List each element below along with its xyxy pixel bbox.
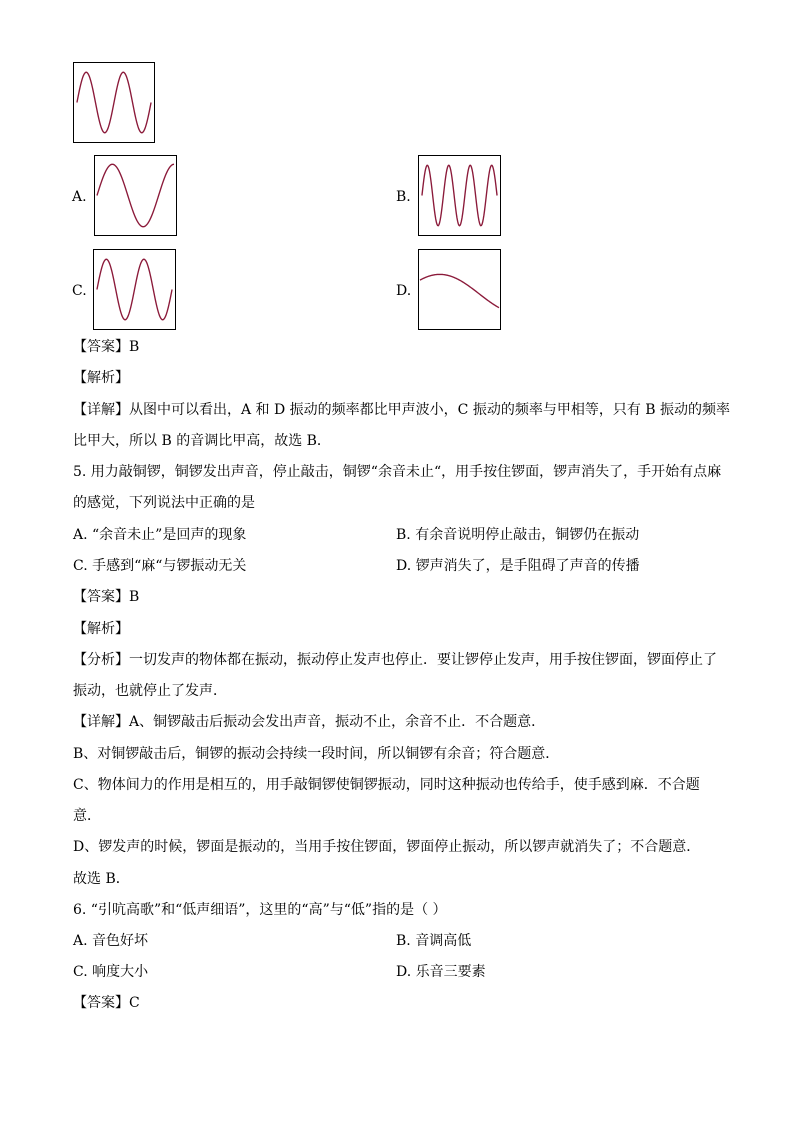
q5-analysis-label: 【解析】 — [73, 621, 129, 637]
same-frequency-wave — [97, 259, 172, 319]
q5-detail-a-line — [73, 713, 545, 731]
q5-fenxi-label: 【分析】 — [73, 652, 129, 668]
reference-wave-figure — [73, 62, 155, 143]
figure-option-d-letter: D. — [396, 283, 412, 299]
q4-analysis-label: 【解析】 — [73, 370, 129, 386]
q4-detail-line2: 比甲大，所以 B 的音调比甲高，故选 B． — [73, 433, 331, 449]
q4-answer-value: B — [129, 339, 140, 355]
q5-option-a: A. “余音未止”是回声的现象 — [73, 527, 247, 543]
q5-option-b: B. 有余音说明停止敲击，铜锣仍在振动 — [396, 527, 640, 543]
q4-answer-label: 【答案】 — [73, 339, 129, 355]
q5-option-d: D. 锣声消失了，是手阻碍了声音的传播 — [396, 558, 640, 574]
reference-sine-wave — [77, 72, 151, 132]
q5-detail-d: D、锣发声的时候，锣面是振动的，当用手按住锣面，锣面停止振动，所以锣声就消失了；不合题意． — [73, 839, 701, 855]
q4-detail-text1: 从图中可以看出，A 和 D 振动的频率都比甲声波小，C 振动的频率与甲相等，只有 B 振动的频率 — [129, 402, 731, 418]
figure-option-d-wave — [418, 249, 501, 330]
figure-option-a-letter: A. — [72, 189, 87, 205]
figure-option-a-wave — [94, 155, 177, 236]
figure-option-c-wave — [93, 249, 176, 330]
q5-conclusion: 故选 B． — [73, 871, 130, 887]
very-low-frequency-wave — [420, 274, 499, 307]
q6-stem: 6. “引吭高歌”和“低声细语”，这里的“高”与“低”指的是（ ） — [73, 902, 447, 918]
q5-answer-label: 【答案】 — [73, 589, 129, 605]
q4-answer — [73, 338, 139, 356]
q6-option-b: B. 音调高低 — [396, 933, 472, 949]
reference-wave-graph — [74, 63, 154, 142]
q6-option-d: D. 乐音三要素 — [396, 964, 486, 980]
figure-option-b-letter: B. — [396, 189, 411, 205]
q5-detail-b: B、对铜锣敲击后，铜锣的振动会持续一段时间，所以铜锣有余音；符合题意． — [73, 746, 560, 762]
figure-option-c-letter: C. — [72, 283, 87, 299]
q6-answer-value: C — [129, 995, 140, 1011]
q6-option-c: C. 响度大小 — [73, 964, 149, 980]
q6-answer-label: 【答案】 — [73, 995, 129, 1011]
high-frequency-wave — [422, 165, 497, 225]
q6-option-a: A. 音色好坏 — [73, 933, 149, 949]
q5-answer-value: B — [129, 589, 140, 605]
q4-detail-label: 【详解】 — [73, 402, 129, 418]
q5-detail-c2: 意． — [73, 808, 101, 824]
q5-answer — [73, 588, 139, 606]
low-frequency-wave — [97, 164, 174, 226]
figure-option-b-wave — [418, 155, 501, 236]
q5-option-c: C. 手感到“麻“与锣振动无关 — [73, 558, 247, 574]
q4-detail-line1 — [73, 401, 730, 419]
q5-fenxi-line1 — [73, 651, 717, 669]
q5-detail-c1: C、物体间力的作用是相互的，用手敲铜锣使铜锣振动，同时这种振动也传给手，使手感到麻．不合题 — [73, 777, 700, 793]
q5-fenxi-line2: 振动，也就停止了发声． — [73, 683, 227, 699]
q5-fenxi-text1: 一切发声的物体都在振动，振动停止发声也停止．要让锣停止发声，用手按住锣面，锣面停止了 — [129, 652, 717, 668]
q5-stem-line2: 的感觉，下列说法中正确的是 — [73, 495, 255, 511]
q5-stem-line1: 5. 用力敲铜锣，铜锣发出声音，停止敲击，铜锣“余音未止“，用手按住锣面，锣声消失了，手开始有点麻 — [73, 464, 722, 480]
q5-detail-a: A、铜锣敲击后振动会发出声音，振动不止，余音不止．不合题意． — [129, 714, 546, 730]
q6-answer — [73, 994, 140, 1012]
q5-detail-label: 【详解】 — [73, 714, 129, 730]
